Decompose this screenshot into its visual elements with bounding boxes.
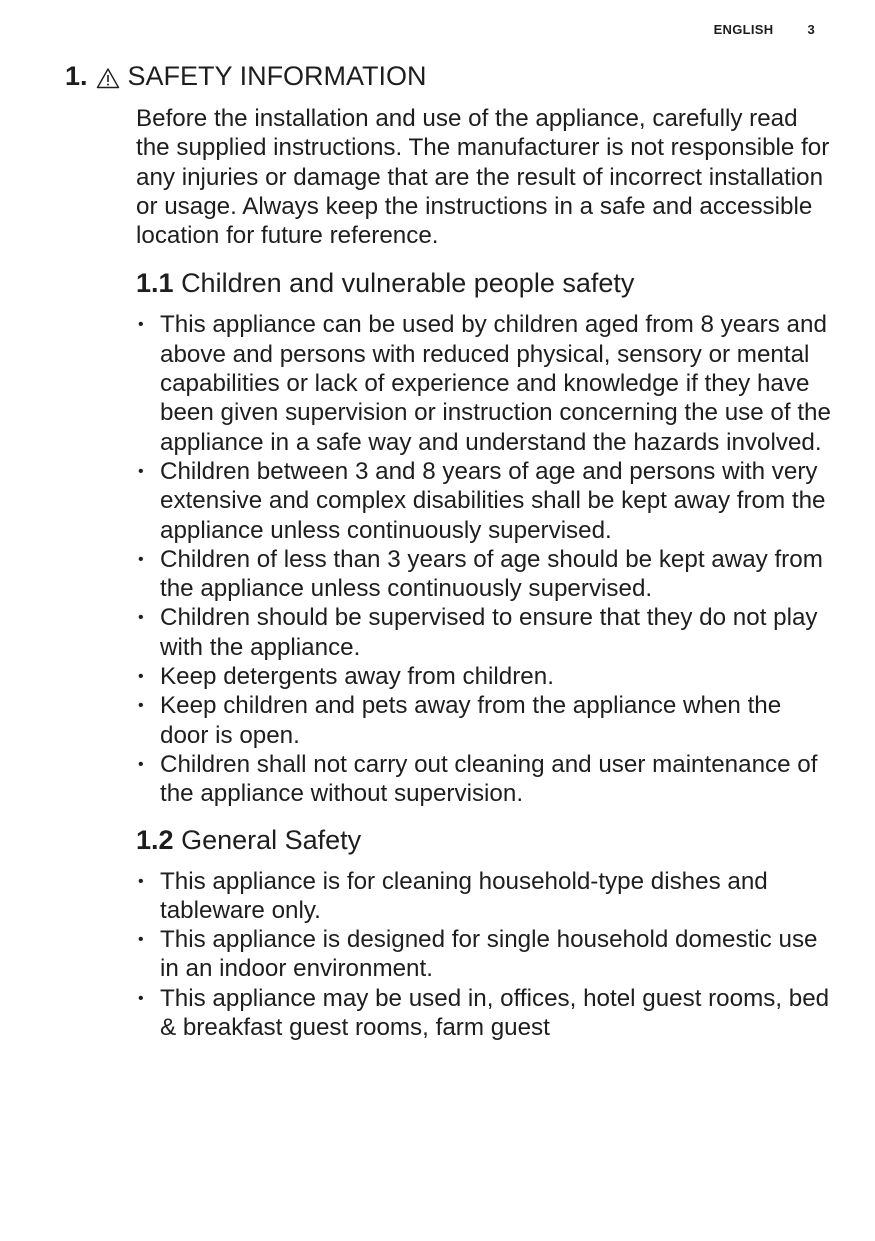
bullet-icon: • [138, 668, 144, 686]
bullet-icon: • [138, 462, 144, 480]
list-item: • Children should be supervised to ensure that they do not play with the appliance. [138, 604, 818, 661]
subsection-heading [136, 824, 836, 856]
warning-triangle-icon [96, 65, 120, 87]
subsection-heading [136, 267, 836, 299]
subsection-number: 1.2 [136, 824, 174, 855]
section-title [65, 61, 427, 92]
section-title-text: SAFETY INFORMATION [127, 61, 427, 91]
list-item: • Children between 3 and 8 years of age and persons with very extensive and complex disabilities shall be kept away from the appliance unless continuously supervised. [138, 457, 826, 544]
list-item: • Children shall not carry out cleaning and user maintenance of the appliance without supervision. [138, 750, 818, 808]
bullet-icon: • [138, 697, 144, 715]
list-item: • Keep children and pets away from the appliance when the door is open. [138, 692, 782, 749]
bullet-list [136, 867, 836, 1043]
bullet-icon: • [138, 550, 144, 568]
section-number: 1. [65, 61, 88, 91]
subsection-title: General Safety [181, 824, 362, 855]
bullet-icon: • [138, 931, 144, 949]
subsection-number: 1.1 [136, 268, 174, 299]
page-content [136, 104, 836, 1057]
intro-paragraph: Before the installation and use of the appliance, carefully read the supplied instructions. The manufacturer is not responsible for any injuries or damage that are the result of incorrect installation or usage. Always keep the instructions in a safe and accessible location for future reference. [136, 105, 830, 250]
subsection-title: Children and vulnerable people safety [181, 268, 635, 299]
bullet-list [136, 310, 836, 808]
list-item: • This appliance is designed for single household domestic use in an indoor environment. [138, 926, 818, 983]
page-header [714, 22, 815, 37]
bullet-icon: • [138, 755, 144, 773]
list-item: • Children of less than 3 years of age should be kept away from the appliance unless continuously supervised. [138, 545, 823, 603]
page-number: 3 [807, 22, 815, 37]
list-item: • This appliance can be used by children aged from 8 years and above and persons with reduced physical, sensory or mental capabilities or lack of experience and knowledge if they have been given supervision or instruction concerning the use of the appliance in a safe way and understand the hazards involved. [138, 311, 831, 456]
bullet-icon: • [138, 316, 144, 334]
list-item: • This appliance may be used in, offices, hotel guest rooms, bed & breakfast guest rooms, farm guest [138, 984, 830, 1042]
bullet-icon: • [138, 989, 144, 1007]
list-item: • Keep detergents away from children. [138, 663, 554, 691]
bullet-icon: • [138, 609, 144, 627]
list-item: • This appliance is for cleaning household-type dishes and tableware only. [138, 867, 768, 924]
language-label: ENGLISH [713, 22, 774, 37]
bullet-icon: • [138, 872, 144, 890]
